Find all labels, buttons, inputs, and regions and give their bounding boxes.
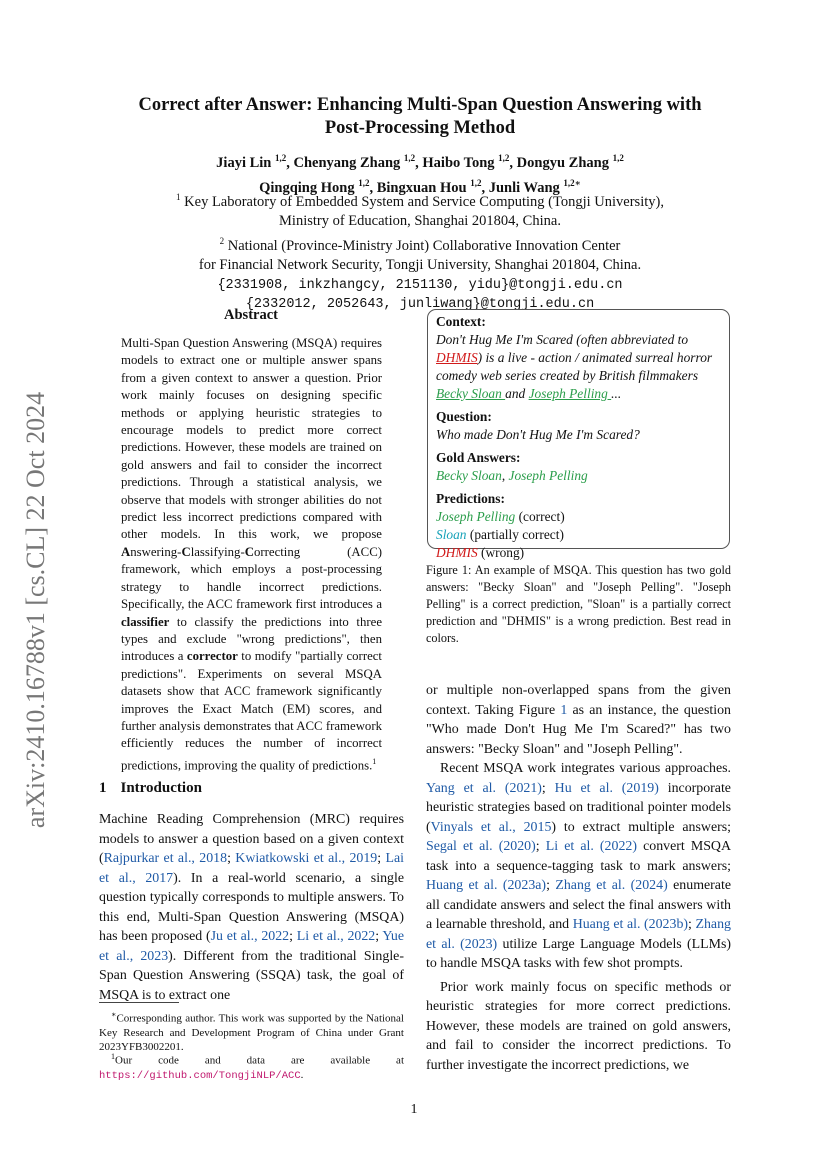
body-text: convert MSQA task into a sequence-tagging task to mark answers; xyxy=(426,839,731,874)
prediction-text: Joseph Pelling xyxy=(436,509,516,524)
abstract-heading: Abstract xyxy=(224,307,278,323)
author-name: Jiayi Lin xyxy=(216,154,272,171)
body-text: utilize Large Language Models (LLMs) to handle MSQA tasks with few shot prompts. xyxy=(426,936,732,971)
footnote-mark: ∗ xyxy=(111,1010,117,1019)
citation-link[interactable]: Segal et al. (2020) xyxy=(426,839,536,854)
body-text: ) to extract multiple answers; xyxy=(551,819,731,835)
abstract-text: Multi-Span Question Answering (MSQA) requires models to extract one or multiple answer spans from a given context to answer a question. Prior work mainly focuses on designing specific methods or applying heuristic strategies to encourage models to predict more correct predictions. However, these models are trained on gold answers and fail to consider the incorrect predictions. Through a statistical analysis, we observe that models with stronger abilities do not predict less incorrect predictions compared with other models. In this work, we propose xyxy=(121,336,382,542)
prediction-partial xyxy=(436,526,721,544)
affiliation-1-line-1 xyxy=(60,188,780,212)
author-affil-mark: 1,2∗ xyxy=(563,177,581,188)
body-text: ; xyxy=(688,917,696,932)
citation-link[interactable]: Zhang et al. (2023) xyxy=(426,917,731,952)
abstract-text: orrecting (ACC) framework, which employs a post-processing strategy to handle incorrect predictions. Specifically, the ACC framework first introduces a xyxy=(121,544,382,612)
gold-answers-label: Gold Answers: xyxy=(436,450,521,465)
context-label: Context: xyxy=(436,314,486,329)
abstract-text: nswering- xyxy=(130,544,182,559)
arxiv-id-text: arXiv:2410.16788v1 [cs.CL] 22 Oct 2024 xyxy=(21,391,50,829)
gold-span: Becky Sloan xyxy=(436,386,506,401)
author-affil-mark: 1,2 xyxy=(358,177,370,188)
citation-link[interactable]: Huang et al. (2023b) xyxy=(572,917,689,932)
figure-1-caption: Figure 1: An example of MSQA. This question has two gold answers: "Becky Sloan" and "Joseph Pelling". "Joseph Pelling" is a correct prediction, "Sloan" is a partially correct prediction and "DHMIS" is a wrong prediction. Best read in colors. xyxy=(426,563,731,645)
body-text: enumerate all candidate answers and select the final answers with a learnable threshold, and xyxy=(426,878,731,932)
citation-link[interactable]: Lai et al., 2017 xyxy=(99,851,404,886)
affil-mark: 2 xyxy=(219,235,225,246)
right-column-body xyxy=(426,681,731,1075)
citation-link[interactable]: Li et al. (2022) xyxy=(545,839,637,854)
body-text: ). Different from the traditional Single-Span Question Answering (SSQA) task, the goal of MSQA is to extract one xyxy=(99,948,404,1003)
prediction-tag: (correct) xyxy=(515,509,565,524)
intro-paragraph xyxy=(99,810,404,1005)
citation-link[interactable]: Hu et al. (2019) xyxy=(554,780,659,796)
body-text: ; xyxy=(535,839,546,854)
author-name: Junli Wang xyxy=(488,179,560,196)
figure-text: ) is a live - action / animated surreal horror comedy web series created by British filmmakers xyxy=(436,350,713,383)
footnote-1 xyxy=(99,1008,404,1054)
citation-link[interactable]: Huang et al. (2023a) xyxy=(426,878,547,893)
predictions-label: Predictions: xyxy=(436,491,505,506)
author-name: Chenyang Zhang xyxy=(293,154,401,171)
question-label: Question: xyxy=(436,409,492,424)
author-name: Bingxuan Hou xyxy=(376,179,467,196)
affiliation-2-line-2: for Financial Network Security, Tongji University, Shanghai 201804, China. xyxy=(198,257,642,274)
abstract-text: to modify "partially correct predictions". Experiments on several MSQA datasets show that ACC framework significantly improves the Exact Match (EM) scores, and further analysis demonstrates that ACC framework efficiently reduces the number of incorrect predictions, improving the quality of predictions. xyxy=(121,649,382,773)
figure-text: , xyxy=(501,468,509,483)
prediction-tag: (wrong) xyxy=(477,545,525,560)
body-text: Machine Reading Comprehension (MRC) requires models to answer a question based on a given context ( xyxy=(99,812,404,866)
title-line-1: Correct after Answer: Enhancing Multi-Span Question Answering with xyxy=(138,95,702,115)
section-number: 1 xyxy=(99,780,107,796)
abstract-bold: C xyxy=(181,544,191,559)
affil-text: National (Province-Ministry Joint) Collaborative Innovation Center xyxy=(227,237,621,254)
gold-answers xyxy=(436,467,721,485)
citation-link[interactable]: Vinyals et al., 2015 xyxy=(430,819,552,835)
paragraph-motivation: Prior work mainly focus on specific methods or heuristic strategies for more correct predictions. However, these models are trained on gold answers, and fail to consider the incorrect predictions. To further investigate the incorrect predictions, we xyxy=(426,979,731,1073)
author-affil-mark: 1,2 xyxy=(470,177,482,188)
footnote-mark: 1 xyxy=(111,1052,115,1061)
body-text: or multiple non-overlapped spans from the given context. Taking Figure xyxy=(426,683,731,718)
authors-line-2: Qingqing Hong $^{1,2}$, Bingxuan Hou $^{1,2}$, Junli Wang $^{1,2∗}$ xyxy=(259,177,581,196)
section-title: Introduction xyxy=(120,780,202,796)
abstract-bold: classifier xyxy=(121,614,170,629)
citation-link[interactable]: Kwiatkowski et al., 2019 xyxy=(235,851,378,866)
footnote-mark: 1 xyxy=(372,756,377,766)
prediction-wrong xyxy=(436,544,721,562)
affiliations xyxy=(60,188,780,315)
affil-text: Key Laboratory of Embedded System and Service Computing (Tongji University), xyxy=(184,193,664,210)
body-text: ; xyxy=(541,780,555,796)
gold-span: Joseph Pelling xyxy=(528,386,612,401)
footnote-text: Our code and data are available at xyxy=(115,1054,404,1067)
wrong-span: DHMIS xyxy=(436,350,478,365)
prediction-text: Sloan xyxy=(436,527,467,542)
affiliation-2-line-1 xyxy=(60,232,780,256)
figure-ref-link[interactable]: 1 xyxy=(560,702,568,718)
abstract-bold: corrector xyxy=(186,649,238,664)
email-line-1: {2331908, inkzhangcy, 2151130, yidu}@tongji.edu.cn xyxy=(217,277,623,293)
gold-answer: Joseph Pelling xyxy=(508,468,588,483)
title-line-2: Post-Processing Method xyxy=(324,118,516,138)
body-text: ; xyxy=(546,878,556,893)
body-text: ; xyxy=(289,929,297,944)
figure-text: Don't Hug Me I'm Scared (often abbreviated to xyxy=(436,332,689,347)
prediction-tag: (partially correct) xyxy=(466,527,564,542)
footnote-rule xyxy=(99,1002,179,1003)
abstract-bold: A xyxy=(121,544,131,559)
author-name: Dongyu Zhang xyxy=(516,154,609,171)
affil-mark: 1 xyxy=(176,192,181,202)
page-number: 1 xyxy=(410,1102,418,1117)
citation-link[interactable]: Yue et al., 2023 xyxy=(99,929,404,964)
citation-link[interactable]: Ju et al., 2022 xyxy=(210,929,290,944)
body-text: incorporate heuristic strategies based on traditional pointer models ( xyxy=(426,780,731,835)
body-text: ; xyxy=(377,851,386,866)
abstract-text: to classify the predictions into three types and exclude "wrong predictions", then introduces a xyxy=(121,614,382,664)
arxiv-stamp xyxy=(20,360,52,860)
footnote-2 xyxy=(99,1050,404,1083)
code-url-link[interactable]: https://github.com/TongjiNLP/ACC xyxy=(99,1069,301,1082)
body-text: ; xyxy=(227,851,236,866)
citation-link[interactable]: Zhang et al. (2024) xyxy=(555,878,668,893)
author-affil-mark: 1,2 xyxy=(403,153,416,163)
abstract-body xyxy=(121,335,382,774)
section-heading-introduction xyxy=(99,780,202,797)
citation-link[interactable]: Rajpurkar et al., 2018 xyxy=(103,851,228,866)
prediction-text: DHMIS xyxy=(436,545,478,560)
figure-text: and xyxy=(505,386,529,401)
abstract-text: lassifying- xyxy=(190,544,245,559)
paragraph-related-work xyxy=(426,759,731,974)
body-text: ). In a real-world scenario, a single question typically corresponds to multiple answers. To this end, Multi-Span Question Answering (MSQA) has been proposed ( xyxy=(99,870,404,944)
footnote-text: Corresponding author. This work was supported by the National Key Research and Development Program of China under Grant 2023YFB3002201. xyxy=(99,1012,404,1053)
author-affil-mark: 1,2 xyxy=(612,153,624,163)
author-name: Qingqing Hong xyxy=(259,179,355,196)
question-text: Who made Don't Hug Me I'm Scared? xyxy=(436,427,640,442)
body-text: as an instance, the question "Who made Don't Hug Me I'm Scared?" has two answers: "Becky Sloan" and "Joseph Pelling". xyxy=(426,702,731,757)
citation-link[interactable]: Li et al., 2022 xyxy=(296,929,376,944)
paper-title xyxy=(60,94,780,140)
body-text: ; xyxy=(375,929,383,944)
authors-line-1: Jiayi Lin $^{1,2}$, Chenyang Zhang $^{1,2}$, Haibo Tong $^{1,2}$, Dongyu Zhang $^{1,2}$ xyxy=(216,153,624,171)
prediction-correct xyxy=(436,508,721,526)
gold-answer: Becky Sloan xyxy=(436,468,502,483)
affiliation-1-line-2: Ministry of Education, Shanghai 201804, China. xyxy=(279,213,561,230)
figure-text: ... xyxy=(611,386,622,401)
footnote-text: . xyxy=(300,1068,304,1081)
context-text xyxy=(436,331,721,403)
author-affil-mark: 1,2 xyxy=(498,153,510,163)
email-line-2: {2332012, 2052643, junliwang}@tongji.edu.cn xyxy=(245,297,595,313)
figure-1-box xyxy=(427,309,730,560)
paragraph-continued xyxy=(426,681,731,759)
body-text: Recent MSQA work integrates various approaches. xyxy=(440,761,731,776)
author-affil-mark: 1,2 xyxy=(275,153,287,163)
abstract-bold: C xyxy=(244,544,254,559)
author-name: Haibo Tong xyxy=(422,154,495,171)
citation-link[interactable]: Yang et al. (2021) xyxy=(426,780,542,796)
